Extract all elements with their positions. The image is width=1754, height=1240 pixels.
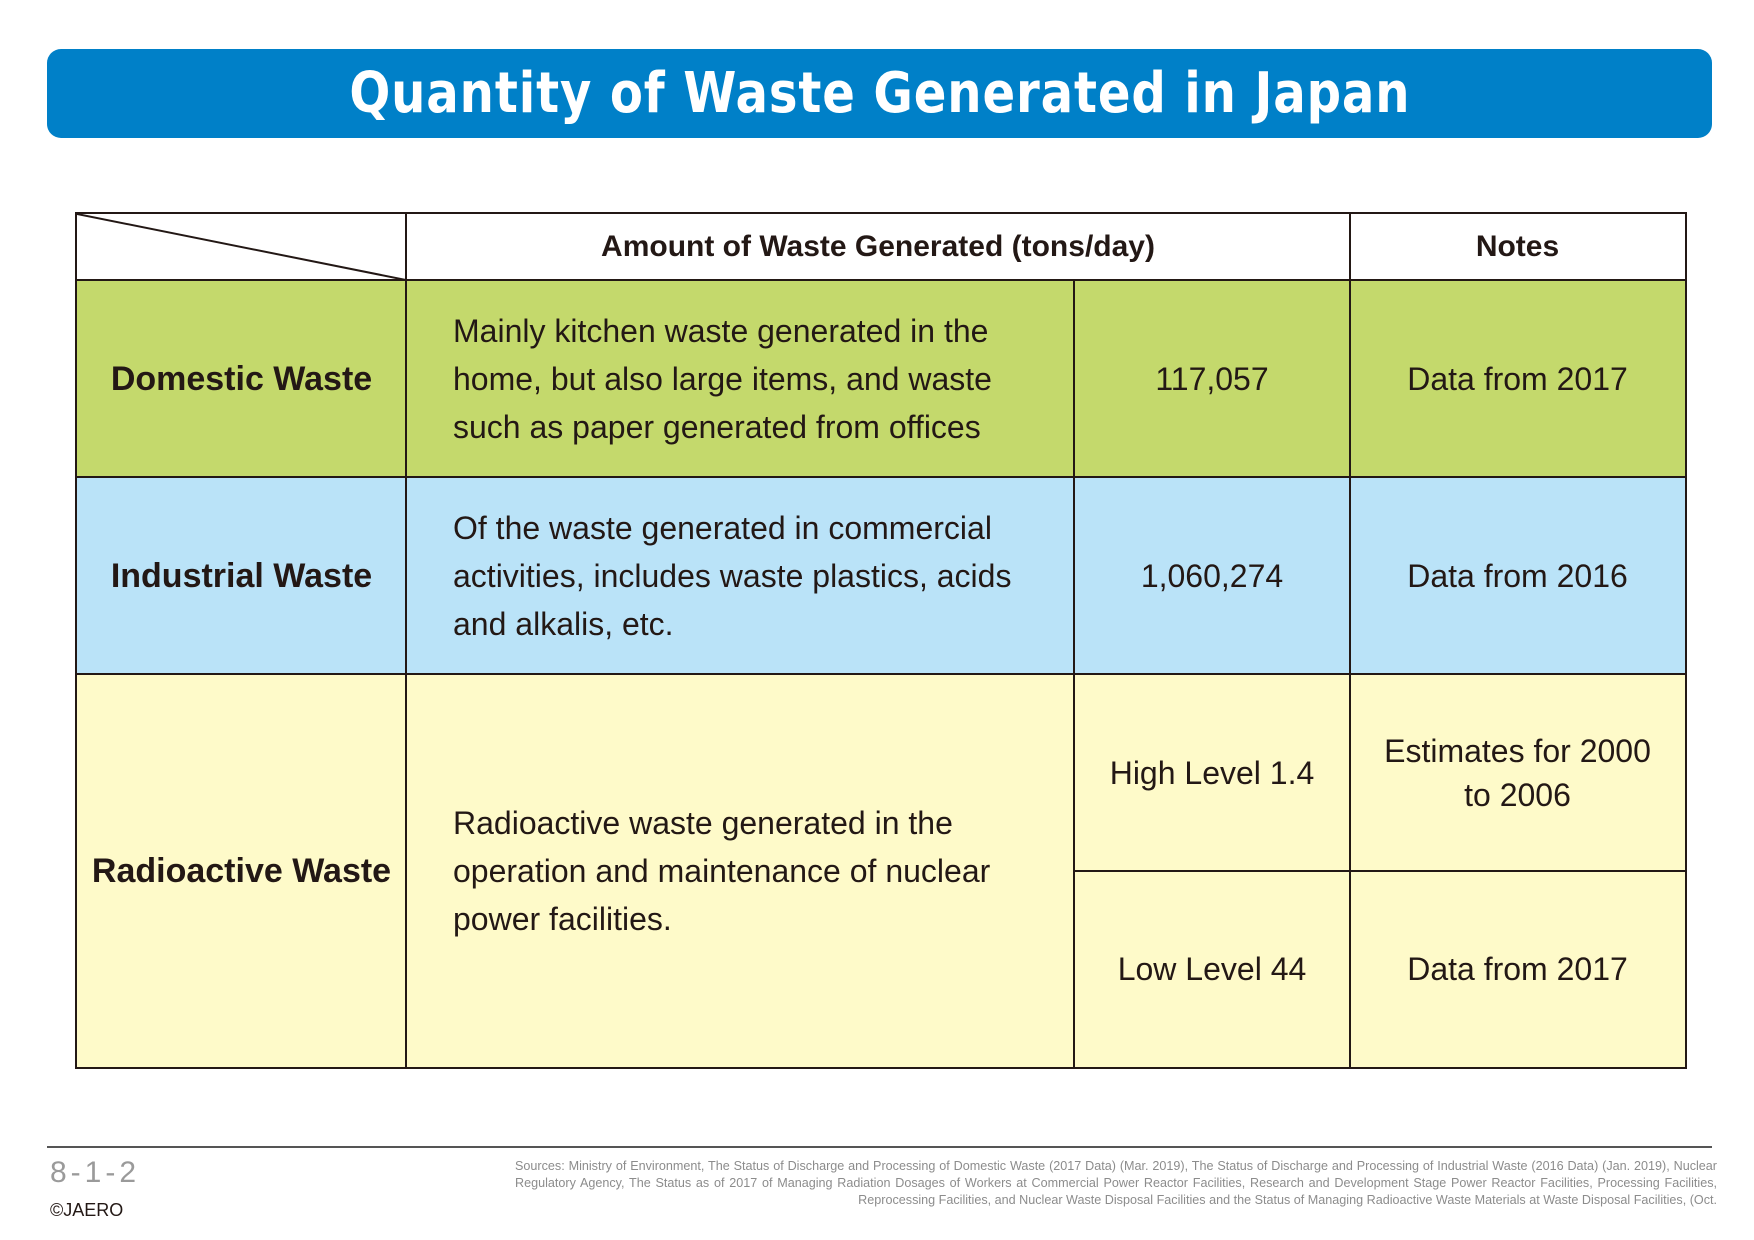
header-amount: Amount of Waste Generated (tons/day) xyxy=(601,230,1155,263)
sources-note: Sources: Ministry of Environment, The Status of Discharge and Processing of Domestic Waste (2017 Data) (Mar. 2019), The Status of Discharge and Processing of Industrial Waste (2016 Data) (Jan. 2019), Nuclear Regulatory Agency, The Status as of 2017 of Managing Radiation Dosages of Workers at Commercial Power Reactor Facilities, Research and Development Stage Power Reactor Facilities, Processing Facilities, Reprocessing Facilities, and Nuclear Waste Disposal Facilities and the Status of Managing Radioactive Waste Materials at Waste Disposal Facilities, (Oct. xyxy=(515,1159,1717,1207)
footer-divider xyxy=(47,1146,1712,1148)
row-amount-industrial: 1,060,274 xyxy=(1074,477,1350,674)
row-amount-domestic: 117,057 xyxy=(1074,280,1350,477)
grid-line-row1 xyxy=(77,476,1685,478)
grid-line-radioactive-split xyxy=(1073,870,1685,872)
grid-line-header xyxy=(77,279,1685,281)
grid-line-row2 xyxy=(77,673,1685,675)
title-banner xyxy=(47,49,1712,138)
grid-line-col2 xyxy=(1073,279,1075,1067)
row-description-radioactive: Radioactive waste generated in the operation and maintenance of nuclear power facilities. xyxy=(406,674,1074,1067)
row-note-industrial: Data from 2016 xyxy=(1350,477,1685,674)
row-description-domestic: Mainly kitchen waste generated in the home, but also large items, and waste such as paper generated from offices xyxy=(406,280,1074,477)
row-amount-low-level: Low Level 44 xyxy=(1074,871,1350,1067)
copyright: ©JAERO xyxy=(50,1200,124,1220)
header-notes: Notes xyxy=(1475,230,1560,263)
row-note-high-level: Estimates for 2000 to 2006 xyxy=(1350,674,1685,871)
row-category-domestic: Domestic Waste xyxy=(77,280,406,477)
row-category-industrial: Industrial Waste xyxy=(77,477,406,674)
corner-diagonal-line xyxy=(77,214,406,280)
row-note-domestic: Data from 2017 xyxy=(1350,280,1685,477)
grid-line-col3 xyxy=(1349,214,1351,1067)
page-title: Quantity of Waste Generated in Japan xyxy=(348,61,1411,126)
row-amount-high-level: High Level 1.4 xyxy=(1074,674,1350,871)
row-note-low-level: Data from 2017 xyxy=(1350,871,1685,1067)
waste-table xyxy=(75,212,1687,1069)
page-number: 8-1-2 xyxy=(50,1156,141,1189)
row-description-industrial: Of the waste generated in commercial activities, includes waste plastics, acids and alkalis, etc. xyxy=(406,477,1074,674)
grid-line-col1 xyxy=(405,214,407,1067)
row-category-radioactive: Radioactive Waste xyxy=(77,674,406,1067)
